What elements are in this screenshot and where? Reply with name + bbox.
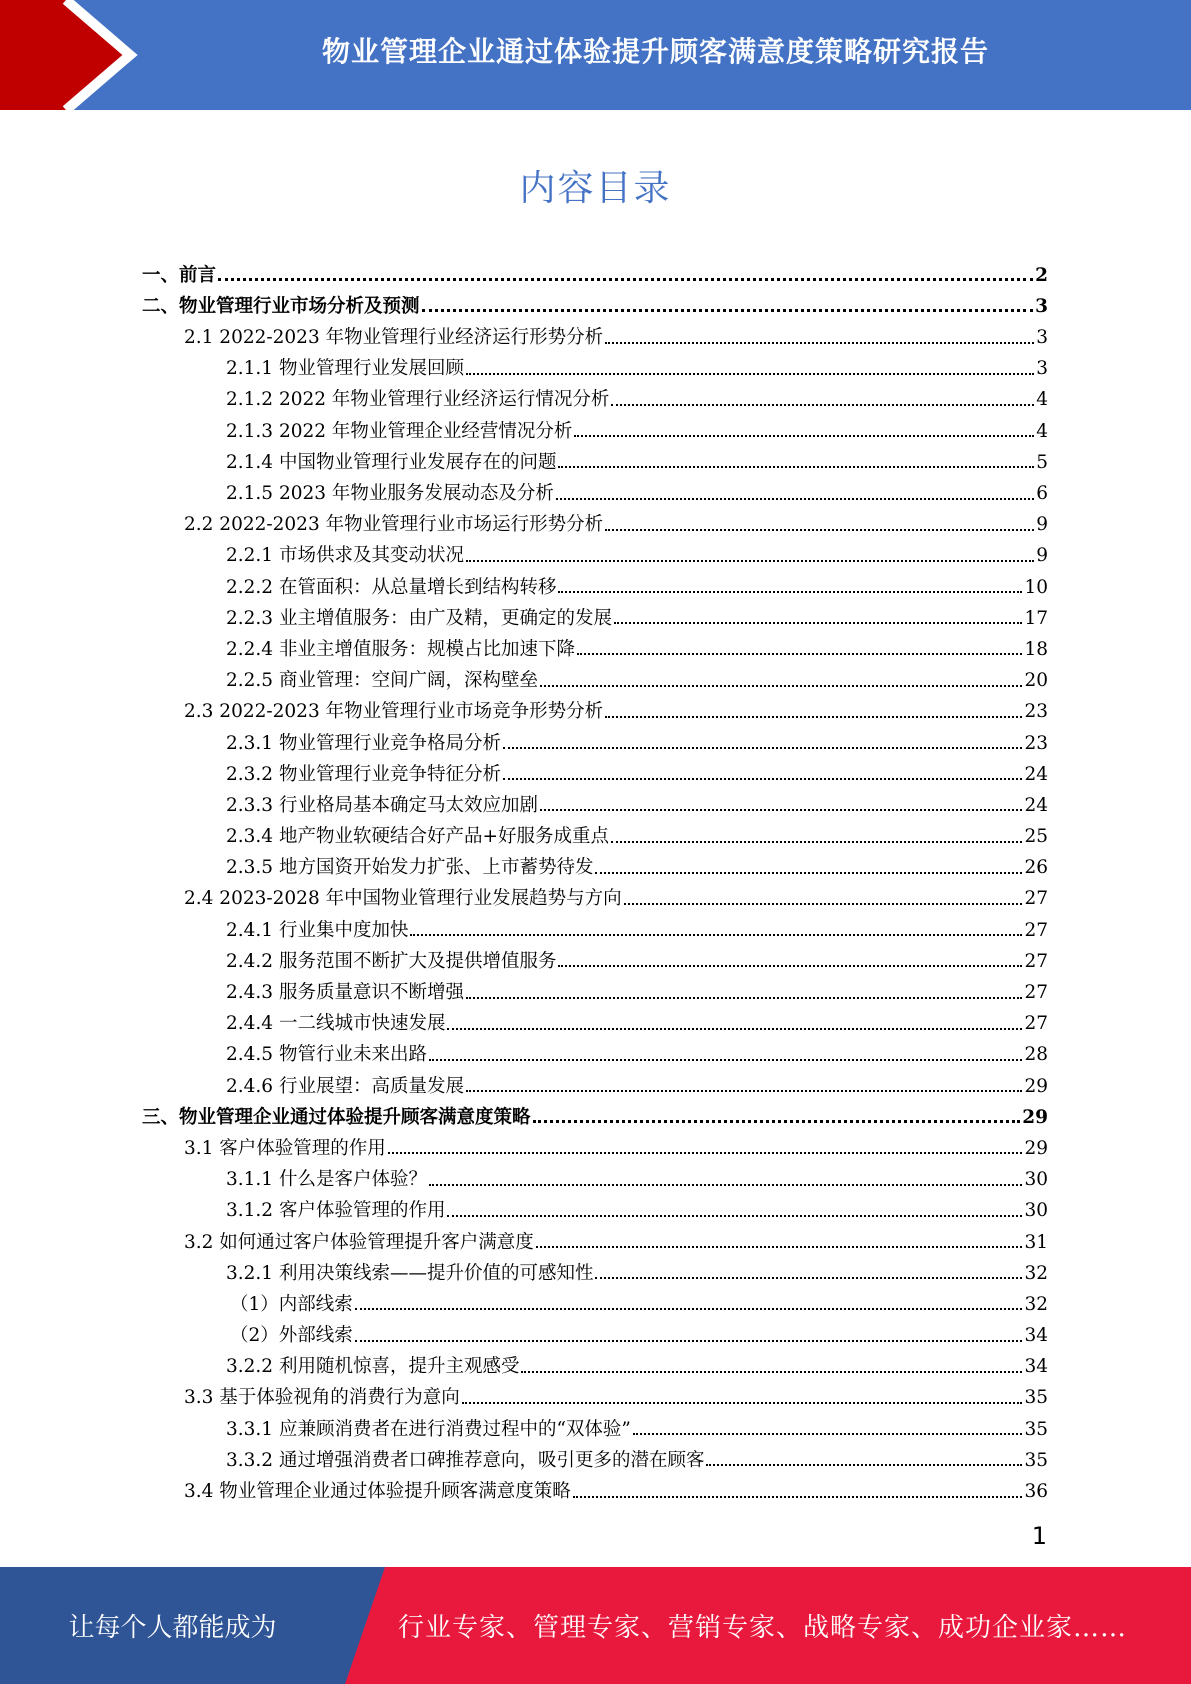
toc-dot-leader [218, 278, 1033, 281]
toc-entry-page: 4 [1036, 389, 1048, 411]
toc-dot-leader [466, 997, 1022, 999]
toc-dot-leader [595, 872, 1022, 874]
footer-slogan-right: 行业专家、管理专家、营销专家、战略专家、成功企业家…… [398, 1613, 1128, 1643]
toc-entry-title: 3.1.2 客户体验管理的作用 [226, 1200, 446, 1222]
toc-entry-page: 34 [1024, 1356, 1048, 1378]
toc-dot-leader [605, 716, 1022, 718]
toc-entry-title: 一、前言 [142, 264, 217, 286]
toc-entry[interactable] [142, 1190, 1048, 1221]
toc-entry-page: 3 [1036, 327, 1048, 349]
toc-entry-page: 24 [1024, 763, 1048, 785]
toc-dot-leader [447, 1215, 1022, 1217]
toc-dot-leader [540, 809, 1022, 811]
toc-entry-page: 17 [1024, 607, 1048, 629]
toc-entry-title: （2）外部线索 [230, 1325, 353, 1347]
toc-entry-page: 2 [1035, 264, 1048, 286]
toc-dot-leader [466, 373, 1034, 375]
toc-entry[interactable] [142, 1283, 1048, 1314]
toc-entry[interactable] [142, 753, 1048, 784]
toc-entry-page: 27 [1024, 1013, 1048, 1035]
footer-banner [0, 1567, 1191, 1684]
toc-dot-leader [388, 1152, 1023, 1154]
toc-entry[interactable] [142, 441, 1048, 472]
toc-entry[interactable] [142, 940, 1048, 971]
toc-dot-leader [611, 841, 1022, 843]
toc-dot-leader [577, 653, 1022, 655]
toc-entry[interactable] [142, 1158, 1048, 1189]
toc-entry-page: 4 [1036, 420, 1048, 442]
toc-dot-leader [533, 1120, 1021, 1123]
toc-entry[interactable] [142, 410, 1048, 441]
toc-entry-title: 2.2.3 业主增值服务：由广及精，更确定的发展 [226, 607, 612, 629]
toc-entry[interactable] [142, 1439, 1048, 1470]
toc-dot-leader [355, 1340, 1023, 1342]
toc-entry-title: 2.3.3 行业格局基本确定马太效应加剧 [226, 794, 538, 816]
table-of-contents [142, 254, 1048, 1502]
toc-entry-title: 2.2.4 非业主增值服务：规模占比加速下降 [226, 638, 575, 660]
toc-entry-page: 27 [1024, 888, 1048, 910]
toc-entry-page: 27 [1024, 982, 1048, 1003]
toc-dot-leader [466, 560, 1034, 562]
toc-entry-title: 2.4.3 服务质量意识不断增强 [226, 982, 464, 1003]
toc-entry[interactable] [142, 1408, 1048, 1439]
toc-entry-title: 2.1.1 物业管理行业发展回顾 [226, 358, 464, 380]
toc-entry[interactable] [142, 379, 1048, 410]
toc-entry-title: 二、物业管理行业市场分析及预测 [142, 295, 420, 317]
toc-dot-leader [540, 685, 1022, 687]
toc-dot-leader [355, 1308, 1023, 1310]
toc-entry-title: 3.3.2 通过增强消费者口碑推荐意向，吸引更多的潜在顾客 [226, 1449, 705, 1471]
toc-entry[interactable] [142, 566, 1048, 597]
toc-entry-title: 2.1.3 2022 年物业管理企业经营情况分析 [226, 420, 573, 442]
toc-dot-leader [429, 1184, 1022, 1186]
toc-dot-leader [595, 1277, 1022, 1279]
toc-entry-title: 2.4 2023-2028 年中国物业管理行业发展趋势与方向 [184, 888, 622, 910]
toc-entry-title: 2.1 2022-2023 年物业管理行业经济运行形势分析 [184, 327, 604, 349]
toc-entry-title: 3.1 客户体验管理的作用 [184, 1137, 386, 1159]
toc-entry-page: 25 [1024, 826, 1048, 848]
toc-entry-title: 三、物业管理企业通过体验提升顾客满意度策略 [142, 1106, 531, 1128]
toc-entry-page: 32 [1024, 1293, 1048, 1315]
toc-entry[interactable] [142, 971, 1048, 1002]
toc-entry-page: 9 [1036, 545, 1048, 567]
toc-entry[interactable] [142, 815, 1048, 846]
toc-entry-page: 34 [1024, 1325, 1048, 1347]
toc-entry-title: 2.4.5 物管行业未来出路 [226, 1044, 427, 1066]
toc-entry-title: （1）内部线索 [230, 1293, 353, 1315]
toc-dot-leader [573, 1496, 1023, 1498]
toc-entry-title: 2.2.1 市场供求及其变动状况 [226, 545, 464, 567]
toc-dot-leader [614, 622, 1022, 624]
toc-entry-title: 2.1.2 2022 年物业管理行业经济运行情况分析 [226, 389, 610, 411]
toc-entry[interactable] [142, 722, 1048, 753]
toc-entry[interactable] [142, 784, 1048, 815]
toc-entry-title: 3.2.1 利用决策线索——提升价值的可感知性 [226, 1262, 594, 1284]
toc-entry-title: 2.4.1 行业集中度加快 [226, 919, 409, 941]
toc-entry-title: 2.1.4 中国物业管理行业发展存在的问题 [226, 451, 557, 473]
toc-entry-page: 29 [1024, 1137, 1048, 1159]
toc-entry-page: 35 [1024, 1418, 1048, 1440]
toc-entry-page: 28 [1024, 1044, 1048, 1066]
toc-entry-title: 2.3.2 物业管理行业竞争特征分析 [226, 763, 501, 785]
toc-entry-page: 26 [1024, 857, 1048, 879]
toc-entry[interactable] [142, 316, 1048, 347]
toc-entry-title: 2.3.5 地方国资开始发力扩张、上市蓄势待发 [226, 857, 594, 879]
toc-entry[interactable] [142, 1377, 1048, 1408]
toc-entry[interactable] [142, 1470, 1048, 1501]
toc-entry[interactable] [142, 254, 1048, 285]
toc-entry[interactable] [142, 597, 1048, 628]
toc-entry-title: 3.2 如何通过客户体验管理提升客户满意度 [184, 1231, 534, 1253]
toc-dot-leader [410, 934, 1022, 936]
toc-entry-page: 23 [1024, 701, 1048, 723]
toc-dot-leader [503, 778, 1022, 780]
toc-entry-title: 2.2.2 在管面积：从总量增长到结构转移 [226, 576, 557, 598]
report-title: 物业管理企业通过体验提升顾客满意度策略研究报告 [321, 35, 989, 68]
toc-dot-leader [605, 529, 1034, 531]
toc-entry-page: 5 [1036, 451, 1048, 473]
toc-entry-title: 2.4.6 行业展望：高质量发展 [226, 1075, 464, 1097]
toc-entry[interactable] [142, 348, 1048, 379]
toc-entry-page: 35 [1024, 1387, 1048, 1409]
toc-entry-page: 30 [1024, 1200, 1048, 1222]
toc-dot-leader [447, 1028, 1022, 1030]
toc-dot-leader [521, 1371, 1022, 1373]
toc-entry-title: 3.3.1 应兼顾消费者在进行消费过程中的“双体验” [226, 1418, 631, 1440]
toc-dot-leader [605, 342, 1034, 344]
toc-entry-page: 3 [1036, 358, 1048, 380]
toc-entry-page: 10 [1024, 576, 1048, 598]
toc-entry-title: 2.4.2 服务范围不断扩大及提供增值服务 [226, 950, 557, 972]
toc-entry[interactable] [142, 535, 1048, 566]
toc-dot-leader [422, 309, 1034, 312]
toc-dot-leader [624, 903, 1023, 905]
toc-entry[interactable] [142, 1221, 1048, 1252]
toc-dot-leader [574, 435, 1034, 437]
toc-dot-leader [429, 1059, 1022, 1061]
toc-entry-title: 3.3 基于体验视角的消费行为意向 [184, 1387, 460, 1409]
toc-entry-page: 3 [1035, 295, 1048, 317]
toc-entry-title: 3.1.1 什么是客户体验？ [226, 1169, 427, 1191]
toc-entry-page: 32 [1024, 1262, 1048, 1284]
toc-entry-title: 2.3 2022-2023 年物业管理行业市场竞争形势分析 [184, 701, 604, 723]
toc-entry[interactable] [142, 909, 1048, 940]
toc-entry-title: 3.2.2 利用随机惊喜，提升主观感受 [226, 1356, 520, 1378]
toc-entry-page: 6 [1036, 483, 1048, 504]
toc-entry[interactable] [142, 1127, 1048, 1158]
toc-entry[interactable] [142, 878, 1048, 909]
toc-dot-leader [536, 1246, 1023, 1248]
header-arrow-decoration [0, 0, 160, 110]
toc-entry[interactable] [142, 504, 1048, 535]
toc-dot-leader [706, 1464, 1022, 1466]
toc-entry[interactable] [142, 1346, 1048, 1377]
toc-dot-leader [558, 591, 1022, 593]
footer-slogan-left: 让每个人都能成为 [68, 1613, 277, 1643]
toc-entry-page: 18 [1024, 638, 1048, 660]
toc-entry[interactable] [142, 1065, 1048, 1096]
toc-entry[interactable] [142, 1003, 1048, 1034]
toc-dot-leader [558, 466, 1034, 468]
toc-entry-title: 2.2 2022-2023 年物业管理行业市场运行形势分析 [184, 514, 604, 536]
toc-dot-leader [633, 1433, 1023, 1435]
toc-entry-title: 2.3.4 地产物业软硬结合好产品+好服务成重点 [226, 826, 609, 848]
toc-entry[interactable] [142, 659, 1048, 690]
toc-entry[interactable] [142, 847, 1048, 878]
toc-entry-title: 2.4.4 一二线城市快速发展 [226, 1013, 446, 1035]
toc-dot-leader [462, 1402, 1023, 1404]
toc-entry-page: 27 [1024, 950, 1048, 972]
toc-title: 内容目录 [519, 168, 672, 209]
toc-dot-leader [611, 404, 1034, 406]
toc-entry[interactable] [142, 472, 1048, 503]
toc-dot-leader [503, 747, 1022, 749]
toc-entry-page: 23 [1024, 732, 1048, 754]
toc-entry-page: 24 [1024, 794, 1048, 816]
toc-entry-title: 2.1.5 2023 年物业服务发展动态及分析 [226, 483, 554, 504]
toc-entry-page: 36 [1024, 1481, 1048, 1502]
toc-entry-title: 2.3.1 物业管理行业竞争格局分析 [226, 732, 501, 754]
toc-entry[interactable] [142, 1096, 1048, 1127]
toc-entry[interactable] [142, 1314, 1048, 1345]
toc-entry[interactable] [142, 1034, 1048, 1065]
toc-entry-page: 29 [1024, 1075, 1048, 1097]
toc-entry-title: 2.2.5 商业管理：空间广阔，深构壁垒 [226, 670, 538, 692]
toc-entry-page: 30 [1024, 1169, 1048, 1191]
toc-entry-page: 9 [1036, 514, 1048, 536]
toc-entry[interactable] [142, 1252, 1048, 1283]
page-number: 1 [1031, 1522, 1047, 1550]
toc-dot-leader [466, 1090, 1022, 1092]
toc-entry-page: 35 [1024, 1449, 1048, 1471]
toc-entry[interactable] [142, 285, 1048, 316]
toc-entry-title: 3.4 物业管理企业通过体验提升顾客满意度策略 [184, 1481, 571, 1502]
toc-entry[interactable] [142, 691, 1048, 722]
toc-entry-page: 27 [1024, 919, 1048, 941]
toc-dot-leader [556, 498, 1034, 500]
toc-dot-leader [558, 965, 1022, 967]
toc-entry-page: 29 [1022, 1106, 1048, 1128]
toc-entry-page: 31 [1024, 1231, 1048, 1253]
header-banner [0, 0, 1191, 110]
toc-entry-page: 20 [1024, 670, 1048, 692]
toc-entry[interactable] [142, 628, 1048, 659]
